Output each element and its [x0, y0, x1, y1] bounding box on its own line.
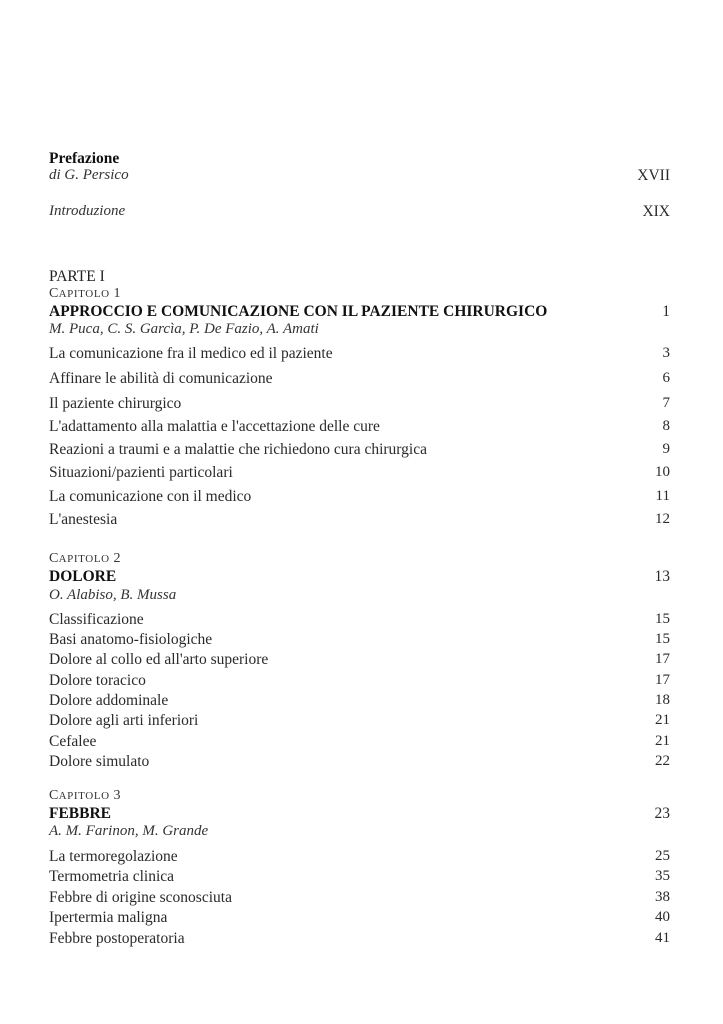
entry-page: 21 — [655, 733, 670, 749]
entry-title: Dolore simulato — [49, 753, 150, 770]
entry-page: 15 — [655, 631, 670, 647]
toc-entry — [49, 511, 670, 533]
entry-title: Dolore agli arti inferiori — [49, 712, 199, 729]
entry-title: Il paziente chirurgico — [49, 395, 182, 412]
toc-entry — [49, 370, 670, 392]
chapter-2-authors: O. Alabiso, B. Mussa — [49, 587, 177, 603]
entry-title: La termoregolazione — [49, 848, 178, 865]
toc-entry — [49, 345, 670, 367]
entry-title: Dolore toracico — [49, 672, 146, 689]
entry-title: Termometria clinica — [49, 868, 175, 885]
chapter-1-authors-row — [49, 321, 670, 343]
toc-entry — [49, 930, 670, 952]
entry-page: 18 — [655, 692, 670, 708]
entry-title: Dolore addominale — [49, 692, 169, 709]
toc-entry — [49, 692, 670, 714]
toc-entry — [49, 441, 670, 463]
entry-title: Dolore al collo ed all'arto superiore — [49, 651, 269, 668]
chapter-3-title: FEBBRE — [49, 805, 112, 822]
entry-title: La comunicazione fra il medico ed il paziente — [49, 345, 333, 362]
introduzione-page: XIX — [642, 203, 670, 220]
entry-page: 35 — [655, 868, 670, 884]
chapter-1-label: CAPITOLO 1 — [49, 286, 121, 301]
entry-page: 3 — [662, 345, 670, 361]
toc-entry — [49, 733, 670, 755]
chapter-1-page: 1 — [662, 303, 670, 320]
entry-title: L'anestesia — [49, 511, 118, 528]
toc-entry — [49, 418, 670, 440]
chapter-1-authors: M. Puca, C. S. Garcìa, P. De Fazio, A. Amati — [49, 321, 319, 337]
entry-page: 25 — [655, 848, 670, 864]
entry-page: 12 — [655, 511, 670, 527]
entry-page: 7 — [662, 395, 670, 411]
entry-page: 22 — [655, 753, 670, 769]
toc-entry — [49, 889, 670, 911]
chapter-2-title: DOLORE — [49, 568, 117, 585]
entry-title: La comunicazione con il medico — [49, 488, 252, 505]
chapter-1-title: APPROCCIO E COMUNICAZIONE CON IL PAZIENTE CHIRURGICO — [49, 303, 548, 320]
toc-entry — [49, 395, 670, 417]
entry-title: Reazioni a traumi e a malattie che richiedono cura chirurgica — [49, 441, 427, 458]
chapter-3-page: 23 — [654, 805, 670, 822]
prefazione-page: XVII — [637, 167, 670, 184]
entry-page: 21 — [655, 712, 670, 728]
toc-row-introduzione — [49, 203, 670, 225]
toc-entry — [49, 672, 670, 694]
entry-page: 10 — [655, 464, 670, 480]
entry-page: 38 — [655, 889, 670, 905]
entry-title: Ipertermia maligna — [49, 909, 168, 926]
entry-page: 41 — [655, 930, 670, 946]
entry-title: Basi anatomo-fisiologiche — [49, 631, 213, 648]
entry-title: Affinare le abilità di comunicazione — [49, 370, 273, 387]
chapter-3-authors-row — [49, 823, 670, 845]
entry-page: 6 — [662, 370, 670, 386]
chapter-3-authors: A. M. Farinon, M. Grande — [49, 823, 209, 839]
toc-entry — [49, 651, 670, 673]
entry-title: Febbre postoperatoria — [49, 930, 185, 947]
introduzione-title: Introduzione — [49, 203, 126, 219]
entry-page: 17 — [655, 651, 670, 667]
toc-entry — [49, 848, 670, 870]
entry-page: 11 — [655, 488, 670, 504]
chapter-2-authors-row — [49, 587, 670, 609]
chapter-2-page: 13 — [654, 568, 670, 585]
entry-title: Classificazione — [49, 611, 144, 628]
toc-entry — [49, 464, 670, 486]
part-label: PARTE I — [49, 268, 105, 285]
prefazione-title: Prefazione — [49, 150, 120, 167]
entry-page: 17 — [655, 672, 670, 688]
entry-title: Situazioni/pazienti particolari — [49, 464, 233, 481]
toc-entry — [49, 909, 670, 931]
toc-entry — [49, 753, 670, 775]
toc-entry — [49, 868, 670, 890]
prefazione-author: di G. Persico — [49, 167, 129, 183]
chapter-3-label: CAPITOLO 3 — [49, 788, 121, 803]
toc-entry — [49, 712, 670, 734]
entry-page: 15 — [655, 611, 670, 627]
toc-row-prefazione-author — [49, 167, 670, 189]
toc-entry — [49, 611, 670, 633]
toc-entry — [49, 488, 670, 510]
entry-page: 9 — [662, 441, 670, 457]
entry-title: L'adattamento alla malattia e l'accettazione delle cure — [49, 418, 380, 435]
chapter-2-label: CAPITOLO 2 — [49, 551, 121, 566]
entry-title: Cefalee — [49, 733, 97, 750]
toc-entry — [49, 631, 670, 653]
entry-title: Febbre di origine sconosciuta — [49, 889, 232, 906]
entry-page: 8 — [662, 418, 670, 434]
entry-page: 40 — [655, 909, 670, 925]
